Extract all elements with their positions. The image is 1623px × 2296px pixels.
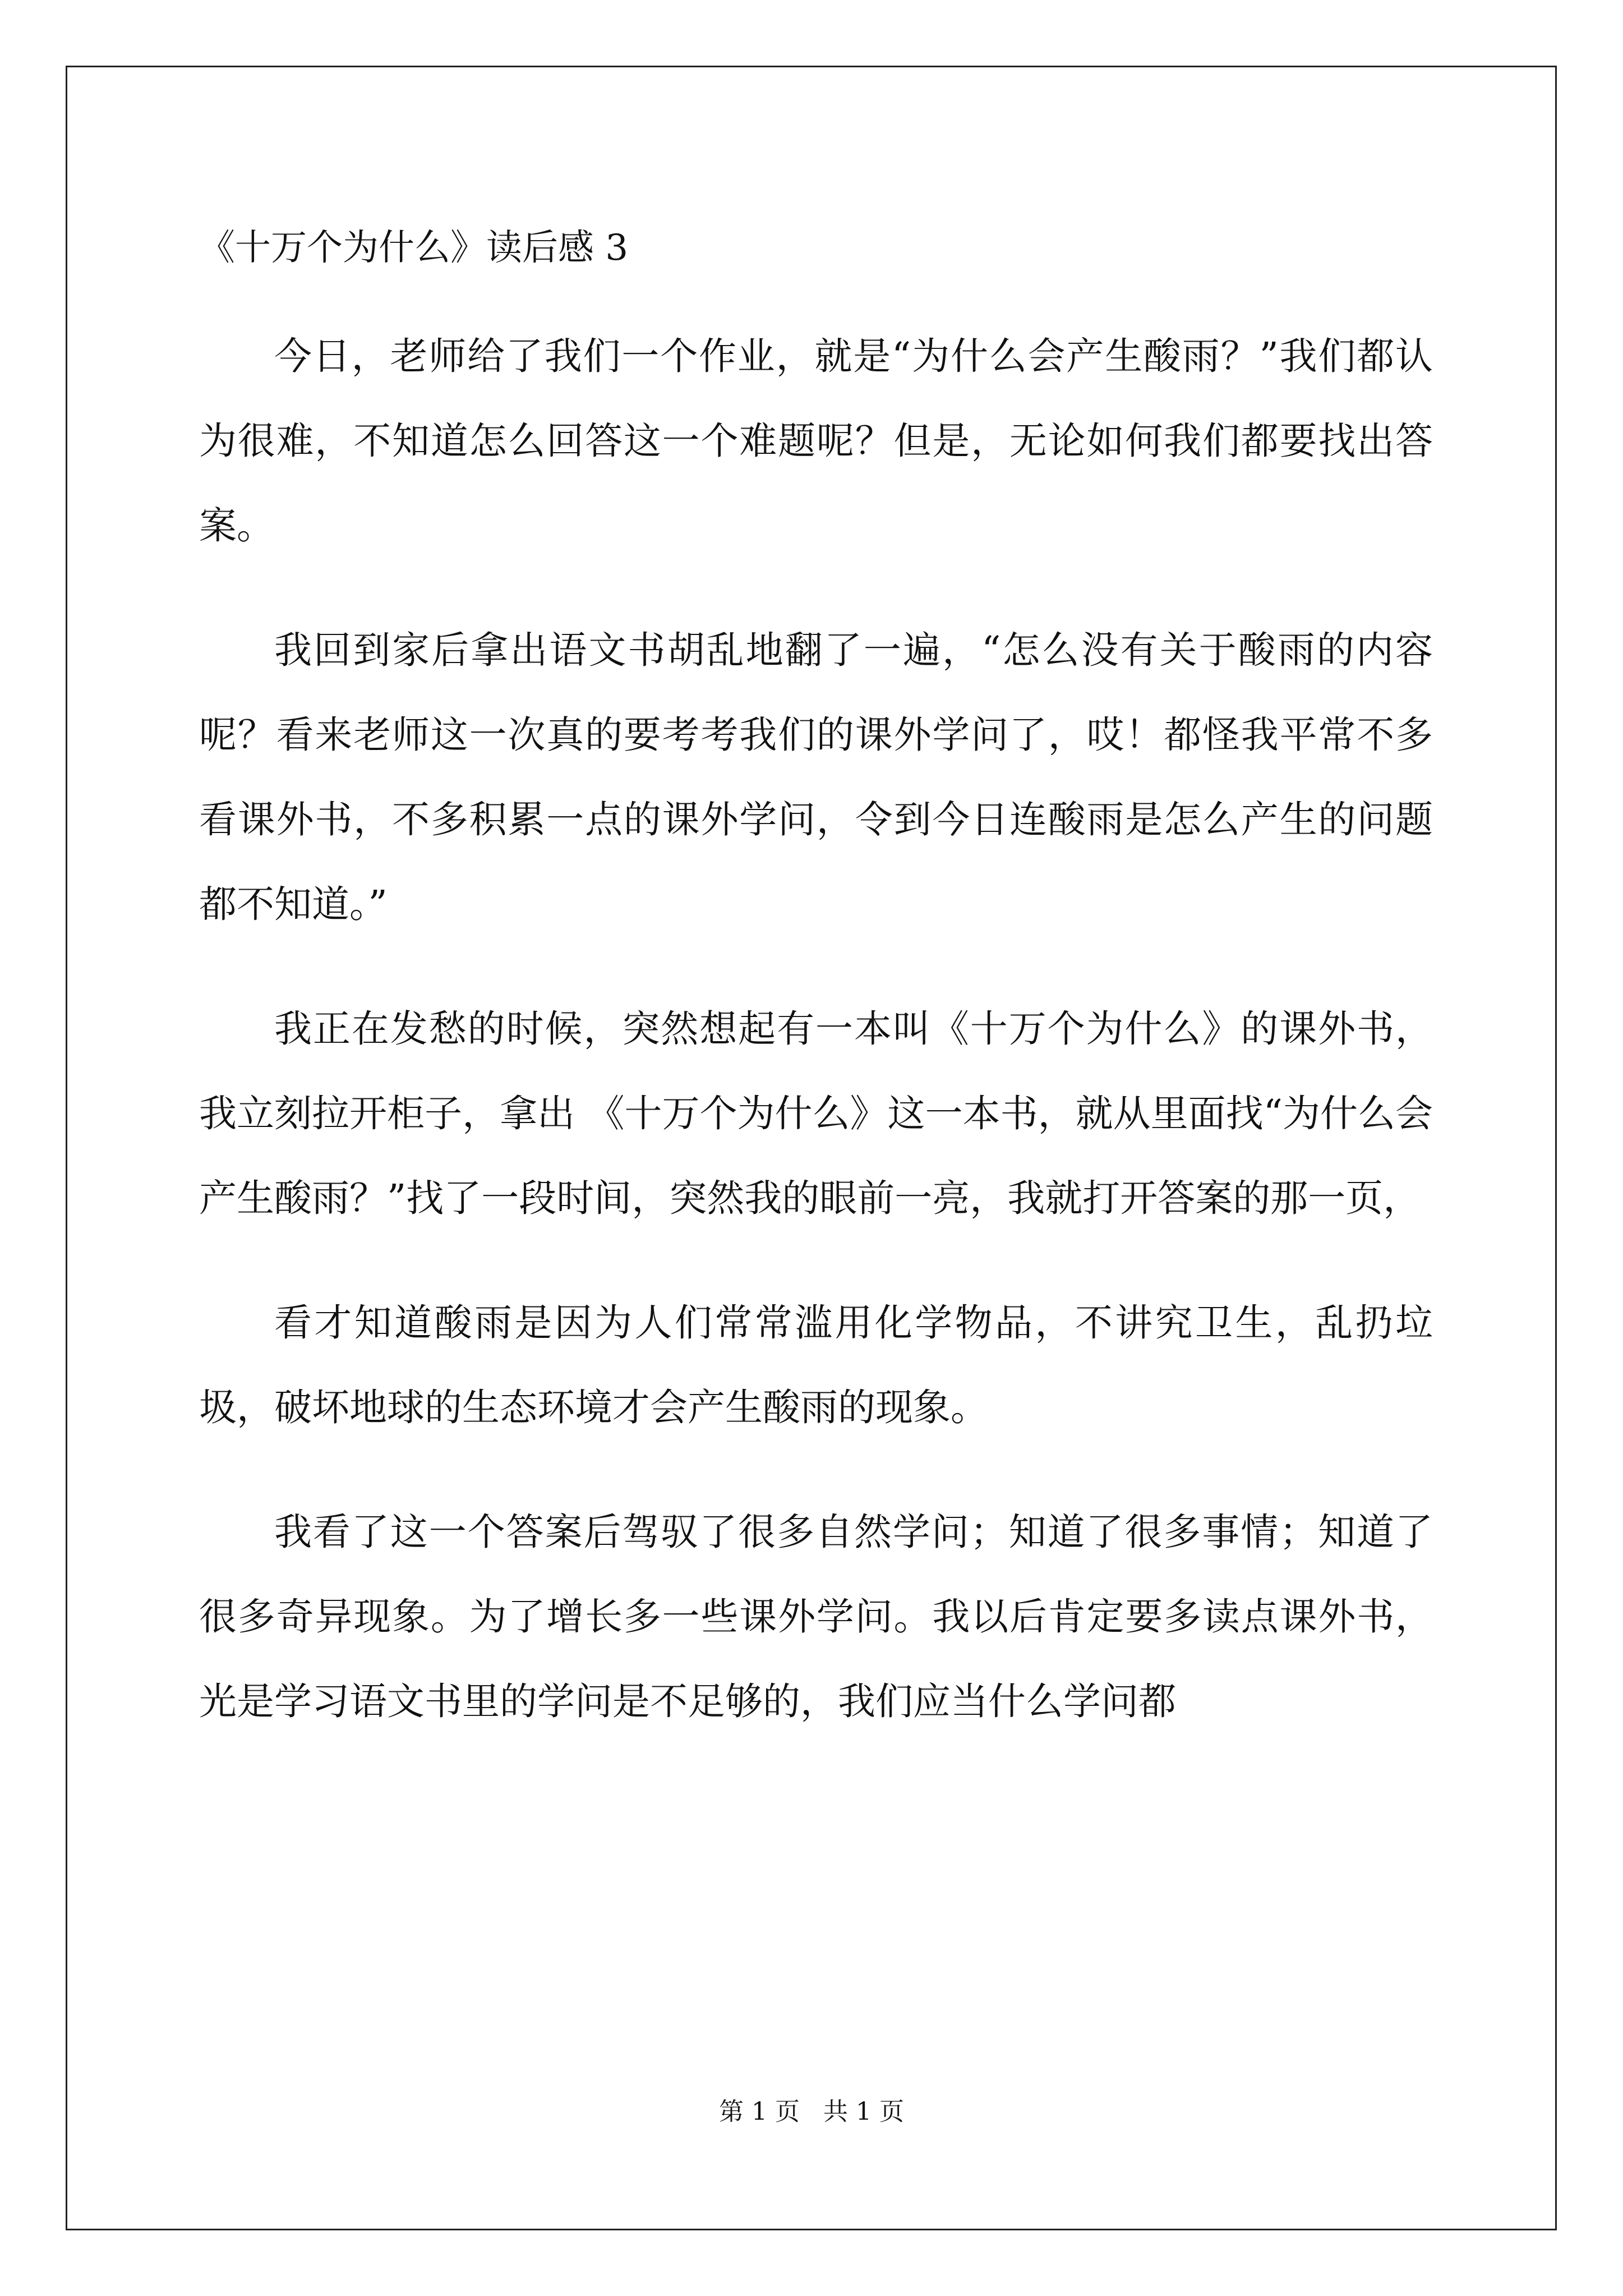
paragraph-5: 我看了这一个答案后驾驭了很多自然学问；知道了很多事情；知道了很多奇异现象。为了增长多一些课外学问。我以后肯定要多读点课外书，光是学习语文书里的学问是不足够的，我们应当什么学问都 [199, 1510, 1433, 1723]
paragraph-2: 我回到家后拿出语文书胡乱地翻了一遍，“怎么没有关于酸雨的内容呢？看来老师这一次真的要考考我们的课外学问了，哎！都怪我平常不多看课外书，不多积累一点的课外学问，令到今日连酸雨是怎么产生的问题都不知道。” [199, 628, 1433, 926]
document-title: 《十万个为什么》读后感 3 [199, 227, 629, 269]
paragraph-4: 看才知道酸雨是因为人们常常滥用化学物品，不讲究卫生，乱扔垃圾，破坏地球的生态环境才会产生酸雨的现象。 [199, 1301, 1433, 1429]
document-body [199, 314, 1433, 1784]
paragraph-3: 我正在发愁的时候，突然想起有一本叫《十万个为什么》的课外书，我立刻拉开柜子，拿出 《十万个为什么》这一本书，就从里面找“为什么会产生酸雨？”找了一段时间，突然我的眼前一亮，我就打开答案的那一页， [199, 1007, 1433, 1220]
page-number-footer: 第 1 页 共 1 页 [719, 2097, 904, 2126]
paragraph-1: 今日，老师给了我们一个作业，就是“为什么会产生酸雨？”我们都认为很难，不知道怎么回答这一个难题呢？但是，无论如何我们都要找出答案。 [199, 334, 1433, 547]
